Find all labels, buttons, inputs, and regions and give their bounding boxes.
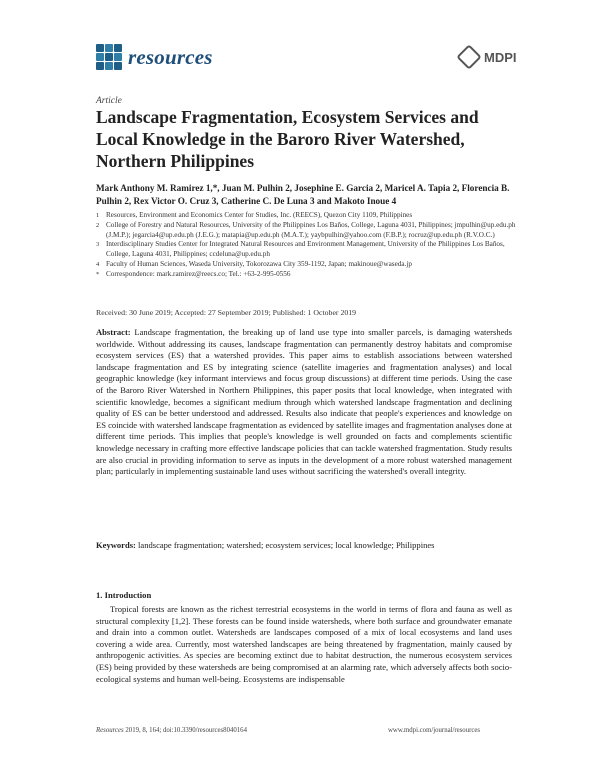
affiliation-item — [96, 260, 516, 270]
section-heading: 1. Introduction — [96, 590, 152, 600]
publication-dates: Received: 30 June 2019; Accepted: 27 September 2019; Published: 1 October 2019 — [96, 308, 357, 317]
article-type: Article — [96, 96, 122, 106]
keywords-label: Keywords: — [96, 540, 136, 550]
correspondence-text: Correspondence: mark.ramirez@reecs.co; Tel.: +63-2-995-0556 — [106, 269, 291, 278]
keywords — [96, 540, 512, 552]
journal-logo[interactable] — [96, 44, 213, 70]
affiliation-number: * — [96, 270, 100, 278]
keywords-text: landscape fragmentation; watershed; ecosystem services; local knowledge; Philippines — [138, 540, 435, 550]
correspondence — [96, 270, 516, 280]
affiliation-item — [96, 211, 516, 221]
footer-url[interactable]: www.mdpi.com/journal/resources — [388, 727, 481, 734]
abstract — [96, 327, 512, 478]
abstract-text: Landscape fragmentation, the breaking up of land use type into smaller parcels, is damaging watersheds worldwide. Without addressing its causes, landscape fragmentation can permanently destroy habitats and compromise ecosystem services (ES) that a watershed provides. This paper aims to establish associations between watershed landscape fragmentation and ES by integrating science (satellite imageries and fragmentation analyses) and local geographic knowledge (key informant interviews and focus group discussions) at different time periods. Using the case of the Baroro River Watershed in Northern Philippines, this paper posits that local knowledge, when integrated with scientific knowledge, becomes a significant medium through which watershed landscape fragmentation and declining quality of ES can be better understood and addressed. Results also indicate that people's experiences and knowledge on ES coincide with watershed landscape fragmentation as evidenced by satellite images and fragmentation analyses done at different time periods. This implies that people's knowledge is well grounded on facts and complements scientific knowledge necessary in crafting more effective landscape policies that can tackle watershed fragmentation. Study results are also crucial in providing information to serve as inputs in the development of a more robust watershed management plan; particularly in implementing sustainable land uses without sacrificing the watershed's overall integrity. — [96, 327, 512, 477]
affiliations — [96, 211, 516, 280]
publisher-logo-icon — [456, 44, 481, 69]
affiliation-item — [96, 240, 516, 260]
footer-citation-details: 2019, 8, 164; doi:10.3390/resources8040164 — [125, 727, 247, 734]
affiliation-number: 3 — [96, 241, 100, 249]
journal-logo-icon — [96, 44, 122, 70]
affiliation-item — [96, 221, 516, 241]
publisher-name: MDPI — [484, 49, 517, 65]
affiliation-number: 2 — [96, 221, 100, 229]
author-list: Mark Anthony M. Ramirez 1,*, Juan M. Pulhin 2, Josephine E. Garcia 2, Maricel A. Tapia 2, Florencia B. Pulhin 2, Rex Victor O. Cruz 3, Catherine C. De Luna 3 and Makoto Inoue 4 — [96, 183, 510, 206]
publisher-logo[interactable] — [460, 48, 517, 66]
affiliation-text: College of Forestry and Natural Resources, University of the Philippines Los Baños, College, Laguna 4031, Philippines; jmpulhin@up.edu.ph (J.M.P.); jegarcia4@up.edu.ph (J.E.G.); matapia@up.edu.ph (M.A.T.); yaybpulhin@yahoo.com (F.B.P.); rocruz@up.edu.ph (R.V.O.C.) — [106, 220, 516, 239]
abstract-label: Abstract: — [96, 327, 131, 337]
section-body: Tropical forests are known as the richest terrestrial ecosystems in the world in terms of flora and fauna as well as structural complexity [1,2]. These forests can be found inside watersheds, where both surface and groundwater emanate and drain into a common outlet. Watersheds are landscapes composed of a mix of local ecosystems and land uses covering a wide area. Currently, most watershed landscapes are being threatened by fragmentation, mainly caused by anthropogenic activities. As species are becoming extinct due to habitat destruction, the numerous ecosystem services (ES) being provided by these watersheds are being compromised at an alarming rate, which adversely affects both socio-ecological systems and human well-being. Ecosystems are indispensable — [96, 604, 512, 684]
paper-title: Landscape Fragmentation, Ecosystem Services and Local Knowledge in the Baroro River Watershed, Northern Philippines — [96, 107, 479, 171]
affiliation-text: Interdisciplinary Studies Center for Integrated Natural Resources and Environment Management, University of the Philippines Los Baños, College, Laguna 4031, Philippines; ccdeluna@up.edu.ph — [106, 240, 505, 259]
journal-name: resources — [128, 44, 213, 69]
footer-citation — [96, 727, 247, 734]
footer-journal: Resources — [96, 727, 124, 734]
affiliation-text: Resources, Environment and Economics Center for Studies, Inc. (REECS), Quezon City 1109, Philippines — [106, 211, 413, 219]
affiliation-number: 1 — [96, 212, 100, 219]
affiliation-number: 4 — [96, 260, 100, 268]
affiliation-text: Faculty of Human Sciences, Waseda University, Tokorozawa City 359-1192, Japan; makinoue@waseda.jp — [106, 259, 412, 268]
